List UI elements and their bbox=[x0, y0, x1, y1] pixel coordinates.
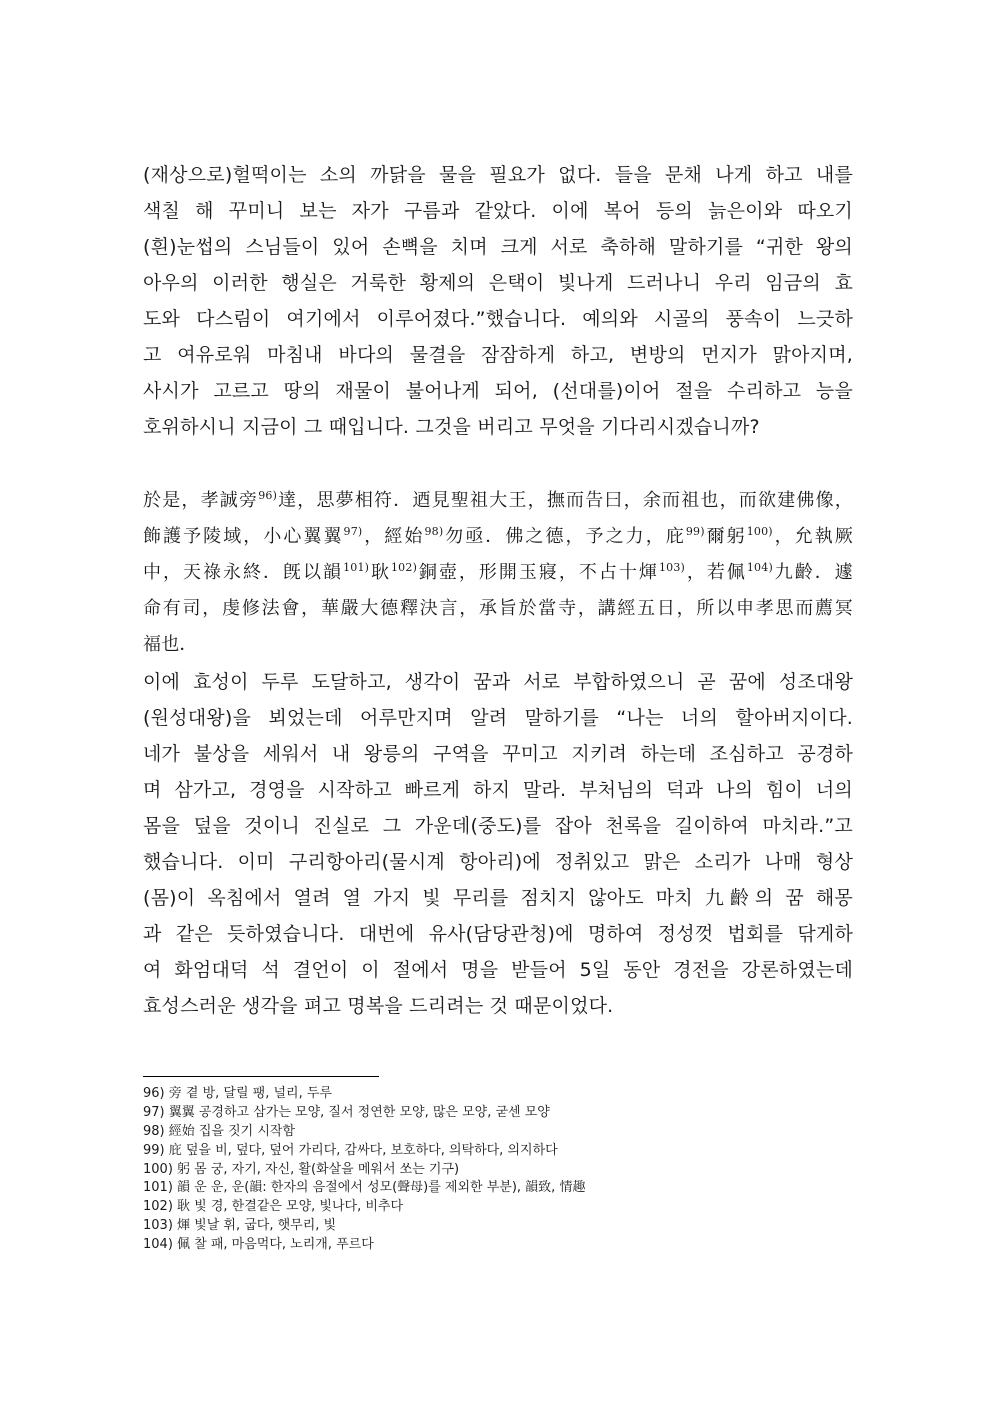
footnote-ref[interactable]: 100) bbox=[746, 525, 773, 538]
text-line: 네가 불상을 세워서 내 왕릉의 구역을 꾸미고 지키려 하는데 조심하고 공경하 bbox=[143, 743, 853, 765]
text-line: 며 삼가고, 경영을 시작하고 빠르게 하지 말라. 부처님의 덕과 나의 힘이 너의 bbox=[143, 779, 853, 801]
footnote: 96) 旁 곁 방, 달릴 팽, 널리, 두루 bbox=[143, 1086, 332, 1101]
text-line: 여 화엄대덕 석 결언이 이 절에서 명을 받들어 5일 동안 경전을 강론하였는데 bbox=[143, 959, 853, 981]
text-line: 命有司，虔修法會，華嚴大德釋決言，承旨於當寺，講經五日，所以申孝思而薦冥 bbox=[143, 598, 853, 619]
footnote: 102) 耿 빛 경, 한결같은 모양, 빛나다, 비추다 bbox=[143, 1199, 404, 1215]
text-line: 도와 다스림이 여기에서 이루어졌다.”했습니다. 예의와 시골의 풍속이 느긋하 bbox=[143, 308, 853, 330]
footnote: 97) 翼翼 공경하고 삼가는 모양, 질서 정연한 모양, 많은 모양, 굳센 모양 bbox=[143, 1104, 550, 1120]
footnote-ref[interactable]: 96) bbox=[258, 489, 278, 502]
text-line: 호위하시니 지금이 그 때입니다. 그것을 버리고 무엇을 기다리시겠습니까? bbox=[143, 416, 760, 438]
footnotes bbox=[143, 1085, 853, 1255]
footnote-ref[interactable]: 102) bbox=[390, 561, 418, 574]
text-line: 中，天祿永終．旣以韻$^{101)}$耿$^{102)}$銅壺，形開玉寢，不占十煇$^{103)}$，若佩$^{104)}$九齡．遽 bbox=[143, 561, 853, 583]
text-line: 색칠 해 꾸미니 보는 자가 구름과 같았다. 이에 복어 등의 늙은이와 따오기 bbox=[143, 200, 853, 222]
text-line: 이에 효성이 두루 도달하고, 생각이 꿈과 서로 부합하였으니 곧 꿈에 성조대왕 bbox=[143, 671, 853, 693]
footnote-ref[interactable]: 104) bbox=[746, 561, 773, 574]
footnote-ref[interactable]: 101) bbox=[343, 561, 370, 574]
footnote: 100) 躬 몸 궁, 자기, 자신, 활(화살을 메워서 쏘는 기구) bbox=[143, 1161, 460, 1177]
paragraph-translation-2 bbox=[143, 664, 853, 1024]
text-line: 아우의 이러한 행실은 거룩한 황제의 은택이 빛나게 드러나니 우리 임금의 효 bbox=[143, 272, 853, 294]
text-line: 사시가 고르고 땅의 재물이 불어나게 되어, (선대를)이어 절을 수리하고 능을 bbox=[143, 380, 853, 402]
text-line: 효성스러운 생각을 펴고 명복을 드리려는 것 때문이었다. bbox=[143, 995, 614, 1017]
text-line: (재상으로)헐떡이는 소의 까닭을 물을 필요가 없다. 들을 문채 나게 하고 내를 bbox=[143, 164, 853, 186]
footnote-ref[interactable]: 103) bbox=[658, 561, 686, 574]
text-line: 과 같은 듯하였습니다. 대번에 유사(담당관청)에 명하여 정성껏 법회를 닦게하 bbox=[143, 923, 853, 945]
footnote: 104) 佩 찰 패, 마음먹다, 노리개, 푸르다 bbox=[143, 1237, 374, 1253]
text-line: (흰)눈썹의 스님들이 있어 손뼉을 치며 크게 서로 축하해 말하기를 “귀한 왕의 bbox=[143, 236, 853, 258]
paragraph-classical-chinese bbox=[143, 483, 853, 663]
footnote: 101) 韻 운 운, 운(韻: 한자의 음절에서 성모(聲母)를 제외한 부분), 韻致, 情趣 bbox=[143, 1180, 586, 1196]
footnote-ref[interactable]: 99) bbox=[685, 525, 705, 538]
text-line: 於是，孝誠旁$^{96)}$達，思夢相符．迺見聖祖大王，撫而告曰，余而祖也，而欲建佛像， bbox=[143, 489, 853, 511]
text-line: (원성대왕)을 뵈었는데 어루만지며 알려 말하기를 “나는 너의 할아버지이다. bbox=[143, 707, 853, 729]
text-line: 福也． bbox=[143, 634, 198, 655]
paragraph-translation-1 bbox=[143, 157, 853, 445]
footnote-divider bbox=[143, 1076, 379, 1077]
text-line: 했습니다. 이미 구리항아리(물시계 항아리)에 정취있고 맑은 소리가 나매 형상 bbox=[143, 851, 853, 873]
text-line: 飾護予陵域，小心翼翼$^{97)}$，經始$^{98)}$勿亟．佛之德，予之力，庇$^{99)}$爾躬$^{100)}$，允執厥 bbox=[143, 525, 853, 547]
footnote: 98) 經始 집을 짓기 시작함 bbox=[143, 1123, 296, 1139]
text-line: 몸을 덮을 것이니 진실로 그 가운데(중도)를 잡아 천록을 길이하여 마치라.”고 bbox=[143, 815, 853, 837]
footnote: 103) 煇 빛날 휘, 굽다, 햇무리, 빛 bbox=[143, 1218, 337, 1234]
footnote-ref[interactable]: 97) bbox=[343, 525, 363, 538]
footnote-ref[interactable]: 98) bbox=[424, 525, 444, 538]
text-line: 고 여유로워 마침내 바다의 물결을 잠잠하게 하고, 변방의 먼지가 맑아지며, bbox=[143, 344, 853, 366]
footnote: 99) 庇 덮을 비, 덮다, 덮어 가리다, 감싸다, 보호하다, 의탁하다, 의지하다 bbox=[143, 1142, 558, 1158]
text-line: (몸)이 옥침에서 열려 열 가지 빛 무리를 점치지 않아도 마치 九齡의 꿈 해몽 bbox=[143, 887, 853, 909]
